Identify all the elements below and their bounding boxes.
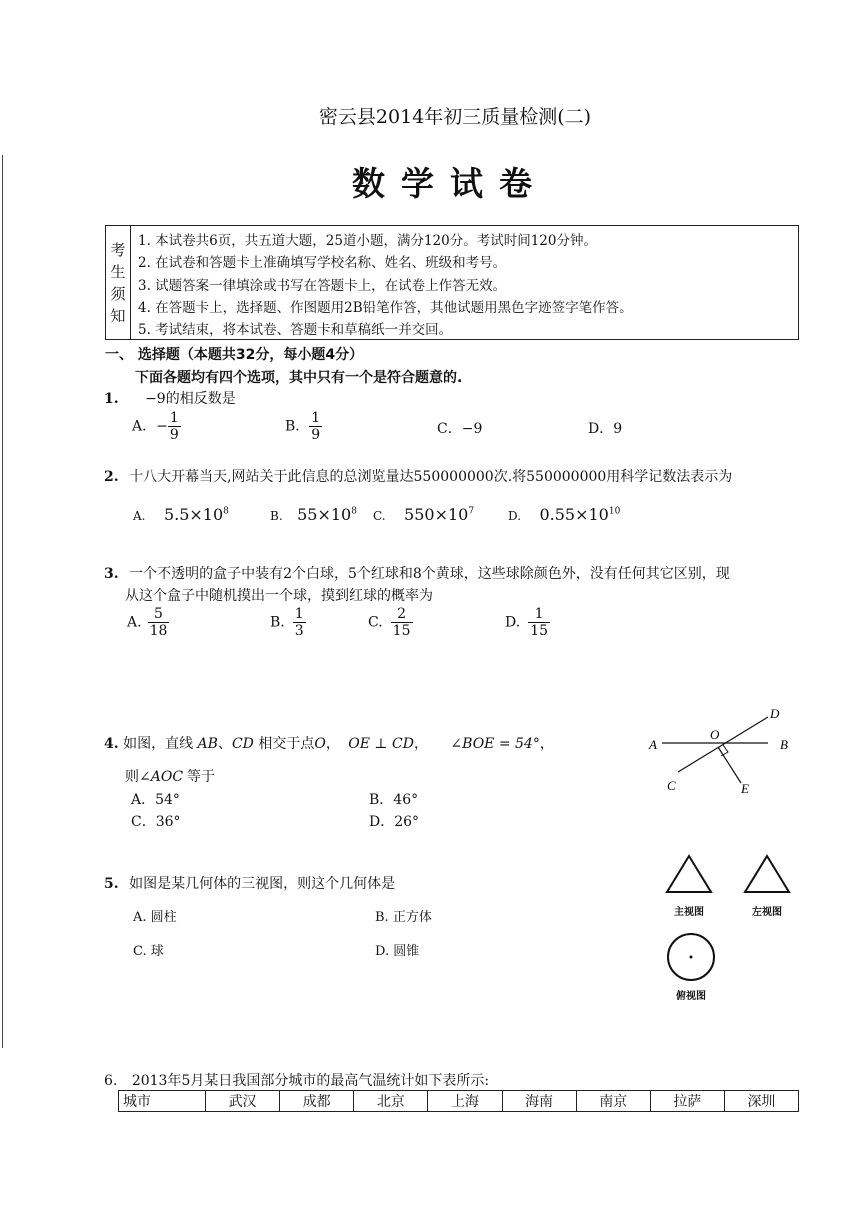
- notice-side-char: 考: [110, 240, 126, 259]
- denominator: 3: [294, 623, 304, 639]
- top-view-caption: 俯视图: [676, 991, 706, 1002]
- question-3-stem: [104, 563, 730, 583]
- question-number: 4.: [104, 736, 119, 752]
- section-instruction: 下面各题均有四个选项，其中只有一个是符合题意的.: [135, 370, 463, 386]
- q1-option-a: [132, 410, 181, 443]
- separator: ，: [325, 736, 340, 752]
- value-base: 5.5×10: [163, 505, 224, 524]
- label-d: D: [770, 706, 780, 721]
- numerator: 1: [294, 606, 304, 622]
- label-a: A: [649, 737, 657, 752]
- left-margin-rule: [2, 155, 3, 1048]
- line-ab: AB: [197, 736, 218, 752]
- q3-option-a: [127, 606, 169, 639]
- q2-option-c: [373, 505, 474, 524]
- table-row: [119, 1091, 799, 1112]
- notice-side-char: 知: [110, 306, 126, 325]
- numerator: 1: [534, 606, 544, 622]
- question-number: 6.: [104, 1073, 118, 1089]
- option-label: D.: [508, 509, 522, 523]
- table-cell: 成都: [280, 1091, 354, 1112]
- table-cell: 武汉: [206, 1091, 280, 1112]
- numerator: 1: [311, 410, 321, 426]
- ray-oe-graphic: [718, 747, 741, 783]
- fraction: [309, 410, 322, 443]
- q1-option-c: C．−9: [437, 421, 483, 437]
- section-heading: 一、 选择题（本题共32分，每小题4分）: [105, 347, 364, 363]
- label-c: C: [667, 778, 676, 793]
- q2-option-a: [133, 505, 229, 524]
- notice-side-char: 生: [110, 262, 126, 281]
- question-number: 2.: [104, 469, 119, 485]
- notice-item: 3. 试题答案一律填涂或书写在答题卡上，在试卷上作答无效。: [138, 277, 507, 294]
- option-value: [404, 505, 474, 524]
- table-cell: 上海: [428, 1091, 502, 1112]
- exam-title: 数学试卷: [352, 164, 548, 203]
- option-value: [297, 505, 357, 524]
- q5-option-a: A. 圆柱: [133, 910, 177, 925]
- front-view-caption: 主视图: [674, 907, 704, 918]
- denominator: 15: [392, 623, 411, 639]
- minus-sign: −: [156, 418, 168, 435]
- option-label: C.: [368, 614, 383, 631]
- q5-three-view-figure: [660, 850, 800, 1000]
- point-o: O: [314, 736, 326, 752]
- label-b: B: [780, 737, 788, 752]
- top-view-center-dot: [690, 956, 693, 959]
- notice-item: 5. 考试结束，将本试卷、答题卡和草稿纸一并交回。: [138, 322, 453, 339]
- notice-side-char: 须: [110, 284, 126, 303]
- line-cd: CD: [231, 736, 254, 752]
- q2-option-b: [270, 505, 357, 524]
- q3-option-b: [270, 606, 306, 639]
- option-label: A．: [132, 418, 157, 435]
- q5-option-d: D. 圆锥: [375, 944, 420, 959]
- notice-items: [138, 230, 794, 341]
- left-view-caption: 左视图: [752, 907, 782, 918]
- separator: 、: [217, 736, 232, 752]
- numerator: 1: [169, 410, 179, 426]
- q2-option-d: [508, 505, 620, 524]
- fraction: [293, 606, 306, 639]
- question-2-stem: [104, 466, 732, 486]
- q4-option-d: D．26°: [369, 814, 420, 830]
- option-value: [539, 505, 620, 524]
- q5-option-b: B. 正方体: [375, 910, 432, 925]
- question-number: 3.: [104, 566, 119, 582]
- fraction: [528, 606, 550, 639]
- option-label: B.: [270, 614, 285, 631]
- question-number: 5.: [104, 876, 119, 892]
- question-1-stem: [104, 388, 236, 408]
- value-exponent: 8: [223, 506, 229, 517]
- angle-condition: ∠BOE = 54°: [450, 736, 540, 752]
- q1-option-d: D．9: [588, 421, 623, 437]
- option-label: A.: [127, 614, 142, 631]
- question-6-stem: [104, 1070, 489, 1090]
- question-text: 十八大开幕当天,网站关于此信息的总浏览量达550000000次.将550000000用科学记数法表示为: [129, 469, 733, 485]
- fraction: [168, 410, 181, 443]
- table-cell: 南京: [576, 1091, 650, 1112]
- denominator: 9: [311, 427, 321, 443]
- numerator: 5: [154, 606, 163, 622]
- q3-option-c: [368, 606, 413, 639]
- option-value: [164, 505, 229, 524]
- question-text: 则: [125, 769, 139, 785]
- value-exponent: 7: [468, 506, 475, 517]
- separator: ，: [413, 736, 428, 752]
- question-text: 如图，直线: [123, 736, 194, 752]
- q1-option-b: [285, 410, 322, 443]
- fraction: [148, 606, 170, 639]
- question-5-stem: [104, 873, 395, 893]
- value-base: 0.55×10: [539, 505, 609, 524]
- denominator: 18: [149, 623, 168, 639]
- value-exponent: 8: [351, 506, 357, 517]
- denominator: 15: [530, 623, 549, 639]
- separator: ，: [539, 736, 554, 752]
- front-view-triangle: [667, 856, 711, 892]
- option-label: D.: [505, 614, 521, 631]
- q3-option-d: [505, 606, 550, 639]
- value-exponent: 10: [608, 506, 621, 517]
- question-number: 1.: [104, 391, 119, 407]
- table-cell: 拉萨: [650, 1091, 724, 1112]
- question-text: 一个不透明的盒子中装有2个白球，5个红球和8个黄球，这些球除颜色外，没有任何其它区别，现: [129, 566, 730, 582]
- q4-option-a: A．54°: [131, 792, 180, 808]
- question-4-stem: [104, 733, 554, 753]
- denominator: 9: [169, 427, 179, 443]
- question-text: 等于: [187, 769, 216, 785]
- left-view-triangle: [745, 856, 789, 892]
- notice-item: 2. 在试卷和答题卡上准确填写学校名称、姓名、班级和考号。: [138, 255, 507, 272]
- q5-option-c: C. 球: [133, 944, 164, 959]
- question-4-stem-line2: [125, 766, 215, 786]
- fraction: [391, 606, 413, 639]
- option-label: B.: [270, 509, 283, 523]
- label-e: E: [741, 781, 749, 796]
- q4-option-b: B．46°: [369, 792, 419, 808]
- option-label: C.: [373, 509, 386, 523]
- temperature-table: [118, 1090, 799, 1112]
- exam-subtitle: 密云县2014年初三质量检测(二): [318, 106, 592, 128]
- q4-option-c: C．36°: [131, 814, 181, 830]
- question-3-stem-line2: 从这个盒子中随机摸出一个球，摸到红球的概率为: [125, 588, 433, 604]
- q4-geometry-figure: [640, 700, 800, 800]
- table-cell: 城市: [119, 1091, 206, 1112]
- notice-box: [105, 225, 799, 340]
- notice-item: 1. 本试卷共6页，共五道大题，25道小题，满分120分。考试时间120分钟。: [138, 233, 597, 249]
- label-o: O: [710, 727, 720, 742]
- table-cell: 深圳: [724, 1091, 798, 1112]
- question-text: −9的相反数是: [145, 391, 236, 407]
- question-text: 2013年5月某日我国部分城市的最高气温统计如下表所示:: [131, 1073, 490, 1089]
- table-cell: 海南: [502, 1091, 576, 1112]
- numerator: 2: [397, 606, 407, 622]
- line-cd-graphic: [678, 717, 768, 772]
- question-text: 相交于点: [258, 736, 315, 752]
- question-text: 如图是某几何体的三视图，则这个几何体是: [129, 876, 396, 892]
- notice-item: 4. 在答题卡上，选择题、作图题用2B铅笔作答，其他试题用黑色字迹签字笔作答。: [138, 299, 633, 316]
- option-label: A.: [133, 509, 146, 523]
- table-cell: 北京: [354, 1091, 428, 1112]
- value-base: 550×10: [404, 505, 469, 524]
- perpendicular-condition: OE ⊥ CD: [348, 736, 414, 752]
- value-base: 55×10: [297, 505, 352, 524]
- option-label: B．: [285, 418, 310, 435]
- notice-side-label: [106, 226, 131, 339]
- target-angle: ∠AOC: [139, 769, 184, 785]
